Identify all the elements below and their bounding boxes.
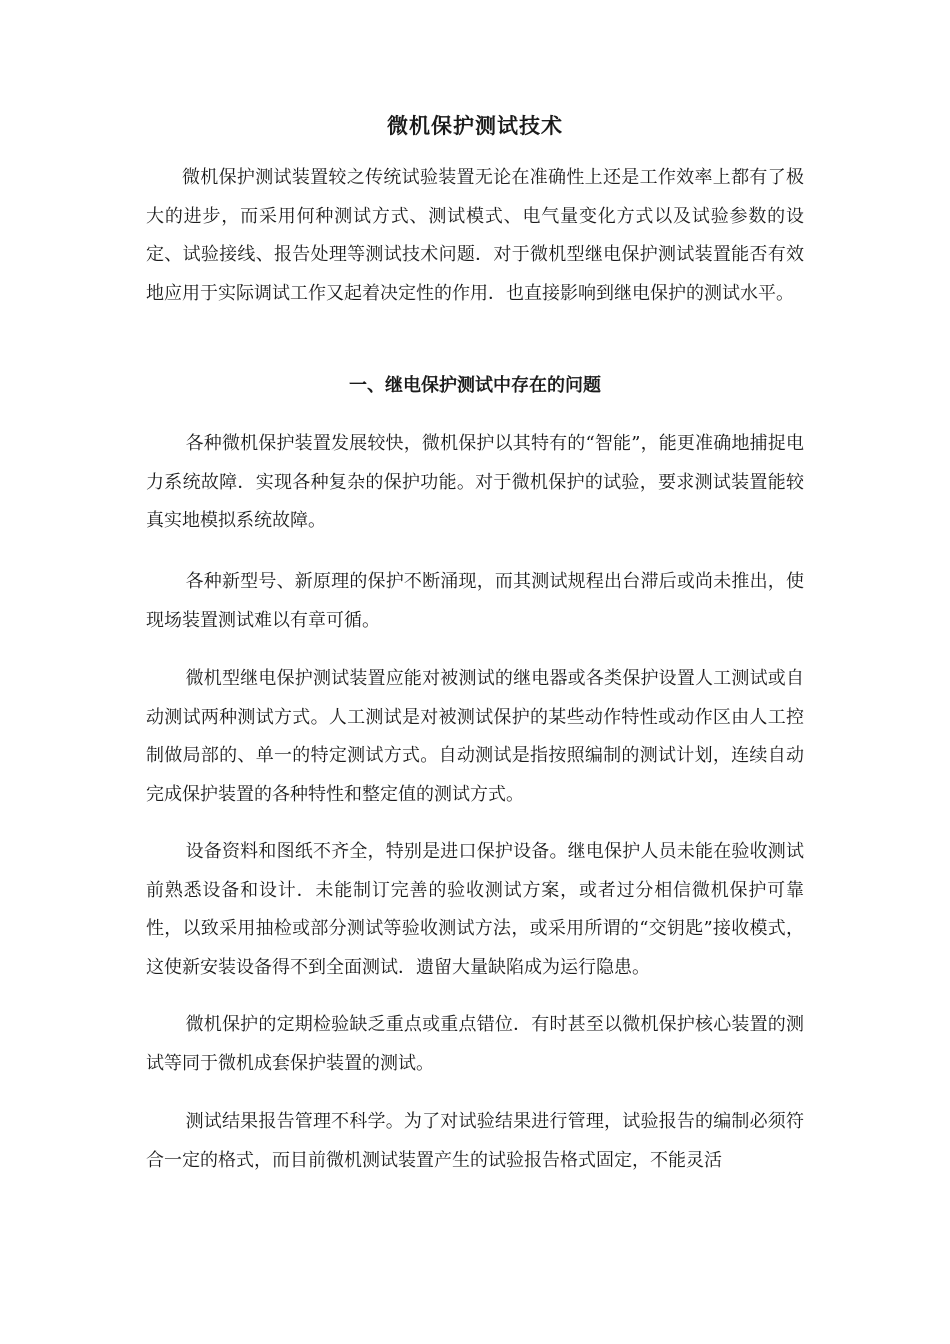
intro-paragraph: 微机保护测试装置较之传统试验装置无论在准确性上还是工作效率上都有了极大的进步，而采用何种测试方式、测试模式、电气量变化方式以及试验参数的设定、试验接线、报告处理等测试技术问题．对于微机型继电保护测试装置能否有效地应用于实际调试工作又起着决定性的作用．也直接影响到继电保护的测试水平。 <box>146 167 804 304</box>
section-heading: 一、继电保护测试中存在的问题 <box>349 375 601 396</box>
body-paragraph: 设备资料和图纸不齐全，特别是进口保护设备。继电保护人员未能在验收测试前熟悉设备和设计．未能制订完善的验收测试方案，或者过分相信微机保护可靠性，以致采用抽检或部分测试等验收测试方法，或采用所谓的“交钥匙”接收模式，这使新安装设备得不到全面测试．遗留大量缺陷成为运行隐患。 <box>146 841 804 978</box>
body-paragraph: 各种微机保护装置发展较快，微机保护以其特有的“智能”，能更准确地捕捉电力系统故障．实现各种复杂的保护功能。对于微机保护的试验，要求测试装置能较真实地模拟系统故障。 <box>146 433 804 531</box>
body-paragraph: 测试结果报告管理不科学。为了对试验结果进行管理，试验报告的编制必须符合一定的格式，而目前微机测试装置产生的试验报告格式固定，不能灵活 <box>146 1111 804 1171</box>
body-paragraph: 微机保护的定期检验缺乏重点或重点错位．有时甚至以微机保护核心装置的测试等同于微机成套保护装置的测试。 <box>146 1014 804 1074</box>
body-paragraph: 各种新型号、新原理的保护不断涌现，而其测试规程出台滞后或尚未推出，使现场装置测试难以有章可循。 <box>146 571 804 631</box>
body-paragraph: 微机型继电保护测试装置应能对被测试的继电器或各类保护设置人工测试或自动测试两种测试方式。人工测试是对被测试保护的某些动作特性或动作区由人工控制做局部的、单一的特定测试方式。自动测试是指按照编制的测试计划，连续自动完成保护装置的各种特性和整定值的测试方式。 <box>146 668 804 805</box>
document-title: 微机保护测试技术 <box>387 113 563 138</box>
